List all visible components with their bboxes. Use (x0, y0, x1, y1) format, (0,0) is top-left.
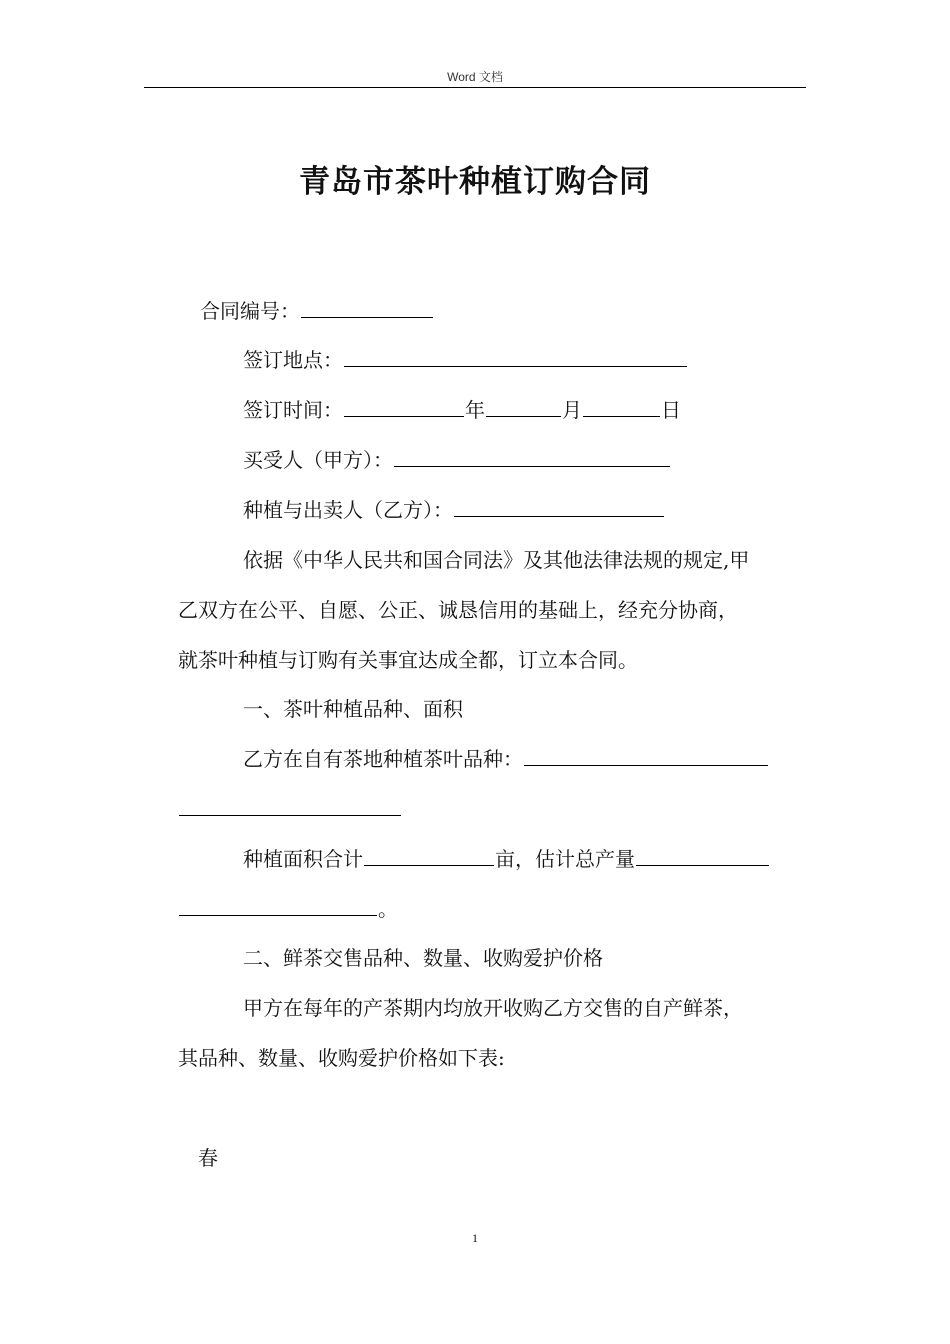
seller-label: 种植与出卖人（乙方）： (243, 498, 453, 522)
year-label: 年 (465, 398, 485, 422)
intro-line-3: 就茶叶种植与订购有关事宜达成全都，订立本合同。 (178, 648, 638, 672)
yield-blank-continued (179, 895, 377, 916)
year-blank (344, 396, 464, 417)
seller-line (243, 496, 665, 524)
variety-label: 乙方在自有茶地种植茶叶品种： (243, 747, 523, 771)
variety-blank (524, 745, 768, 766)
yield-blank (636, 845, 769, 866)
intro-line-2: 乙双方在公平、自愿、公正、诚恳信用的基础上，经充分协商， (178, 598, 738, 622)
month-label: 月 (562, 398, 582, 422)
day-label: 日 (661, 398, 681, 422)
buyer-line (243, 446, 671, 474)
contract-number-blank (301, 297, 433, 318)
sign-time-label: 签订时间： (243, 398, 343, 422)
header-label: Word 文档 (447, 70, 503, 84)
variety-blank-continued (179, 795, 401, 816)
sign-place-line (243, 346, 688, 374)
document-title: 青岛市茶叶种植订购合同 (299, 164, 651, 200)
sign-place-label: 签订地点： (243, 348, 343, 372)
area-label: 种植面积合计 (243, 847, 363, 871)
purchase-para-line-2: 其品种、数量、收购爱护价格如下表: (178, 1046, 505, 1070)
page-number: 1 (472, 1231, 478, 1245)
month-blank (486, 396, 561, 417)
buyer-label: 买受人（甲方）： (243, 448, 393, 472)
contract-number-label: 合同编号： (200, 299, 300, 323)
contract-number-line (200, 297, 434, 325)
buyer-blank (394, 446, 670, 467)
variety-line-continued (178, 795, 402, 823)
day-blank (583, 396, 660, 417)
area-line (243, 845, 770, 873)
period-mark: 。 (378, 897, 398, 921)
sign-time-line (243, 396, 681, 424)
variety-line (243, 745, 769, 773)
purchase-para-line-1: 甲方在每年的产茶期内均放开收购乙方交售的自产鲜茶， (243, 996, 743, 1020)
table-cell-spring: 春 (198, 1146, 218, 1170)
area-unit-label: 亩，估计总产量 (495, 847, 635, 871)
sign-place-blank (344, 346, 687, 367)
section-heading-1: 一、茶叶种植品种、面积 (243, 697, 463, 721)
header-divider (144, 87, 806, 88)
intro-line-1: 依据《中华人民共和国合同法》及其他法律法规的规定,甲 (243, 548, 750, 572)
yield-line-continued (178, 895, 398, 923)
area-blank (364, 845, 494, 866)
seller-blank (454, 496, 664, 517)
section-heading-2: 二、鲜茶交售品种、数量、收购爱护价格 (243, 946, 603, 970)
